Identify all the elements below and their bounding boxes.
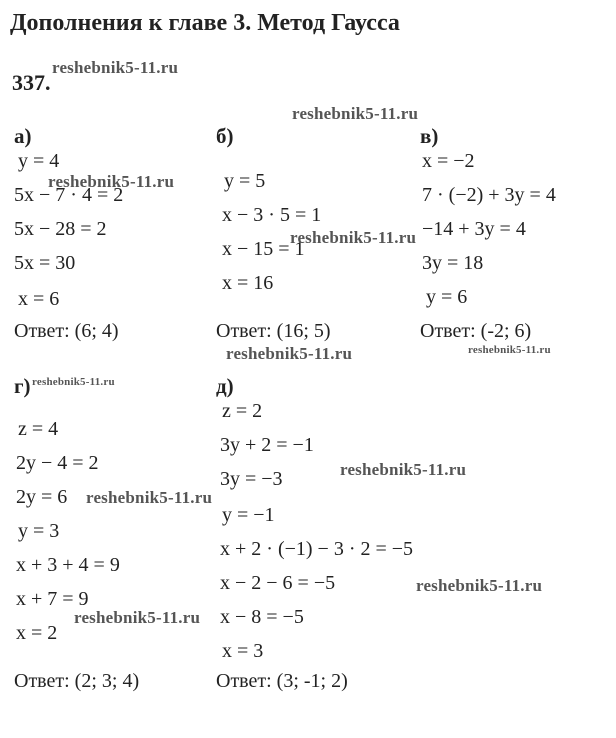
watermark: reshebnik5-11.ru	[340, 460, 467, 479]
part-v-line-3: −14 + 3y = 4	[422, 218, 526, 240]
part-b-answer: Ответ: (16; 5)	[216, 320, 331, 342]
part-d-line-6: x − 2 − 6 = −5	[220, 572, 336, 594]
watermark: reshebnik5-11.ru	[74, 608, 201, 627]
part-g-line-6: x + 7 = 9	[16, 588, 89, 610]
watermark: reshebnik5-11.ru	[290, 228, 417, 247]
part-b-line-3: x − 15 = 1	[222, 238, 305, 260]
watermark: reshebnik5-11.ru	[52, 58, 179, 77]
exercise-number: 337.	[12, 70, 51, 95]
part-b-line-1: y = 5	[224, 170, 266, 192]
part-a-line-3: 5x − 28 = 2	[14, 218, 107, 240]
part-a-line-4: 5x = 30	[14, 252, 76, 274]
watermark: reshebnik5-11.ru	[292, 104, 419, 123]
part-g-letter: г)	[14, 374, 31, 398]
part-g-answer: Ответ: (2; 3; 4)	[14, 670, 140, 692]
part-v-answer: Ответ: (-2; 6)	[420, 320, 532, 342]
part-g-line-4: y = 3	[18, 520, 60, 542]
part-d-line-8: x = 3	[222, 640, 264, 662]
part-v-line-5: y = 6	[426, 286, 468, 308]
part-a-letter: а)	[14, 124, 32, 148]
watermark: reshebnik5-11.ru	[226, 344, 353, 363]
part-d-line-7: x − 8 = −5	[220, 606, 304, 628]
part-v-line-2: 7 · (−2) + 3y = 4	[422, 184, 556, 206]
part-a-line-1: y = 4	[18, 150, 60, 172]
part-g-line-3: 2y = 6	[16, 486, 68, 508]
watermark: reshebnik5-11.ru	[468, 344, 551, 356]
part-g-line-7: x = 2	[16, 622, 58, 644]
part-b-line-2: x − 3 · 5 = 1	[222, 204, 322, 226]
part-d-line-4: y = −1	[222, 504, 275, 526]
part-d-answer: Ответ: (3; -1; 2)	[216, 670, 348, 692]
watermark: reshebnik5-11.ru	[416, 576, 543, 595]
part-a-line-2: 5x − 7 · 4 = 2	[14, 184, 124, 206]
part-g-line-2: 2y − 4 = 2	[16, 452, 99, 474]
watermark: reshebnik5-11.ru	[32, 376, 115, 388]
page-title: Дополнения к главе 3. Метод Гаусса	[10, 10, 400, 36]
part-a-line-5: x = 6	[18, 288, 60, 310]
part-d-letter: д)	[216, 374, 234, 398]
watermark: reshebnik5-11.ru	[86, 488, 213, 507]
part-g-line-5: x + 3 + 4 = 9	[16, 554, 120, 576]
part-b-line-4: x = 16	[222, 272, 274, 294]
part-a-answer: Ответ: (6; 4)	[14, 320, 119, 342]
part-g-line-1: z = 4	[18, 418, 59, 440]
part-v-line-1: x = −2	[422, 150, 475, 172]
part-d-line-5: x + 2 · (−1) − 3 · 2 = −5	[220, 538, 414, 560]
watermark: reshebnik5-11.ru	[48, 172, 175, 191]
part-d-line-3: 3y = −3	[220, 468, 283, 490]
part-v-line-4: 3y = 18	[422, 252, 484, 274]
part-v-letter: в)	[420, 124, 439, 148]
part-b-letter: б)	[216, 124, 234, 148]
part-d-line-2: 3y + 2 = −1	[220, 434, 314, 456]
part-d-line-1: z = 2	[222, 400, 263, 422]
